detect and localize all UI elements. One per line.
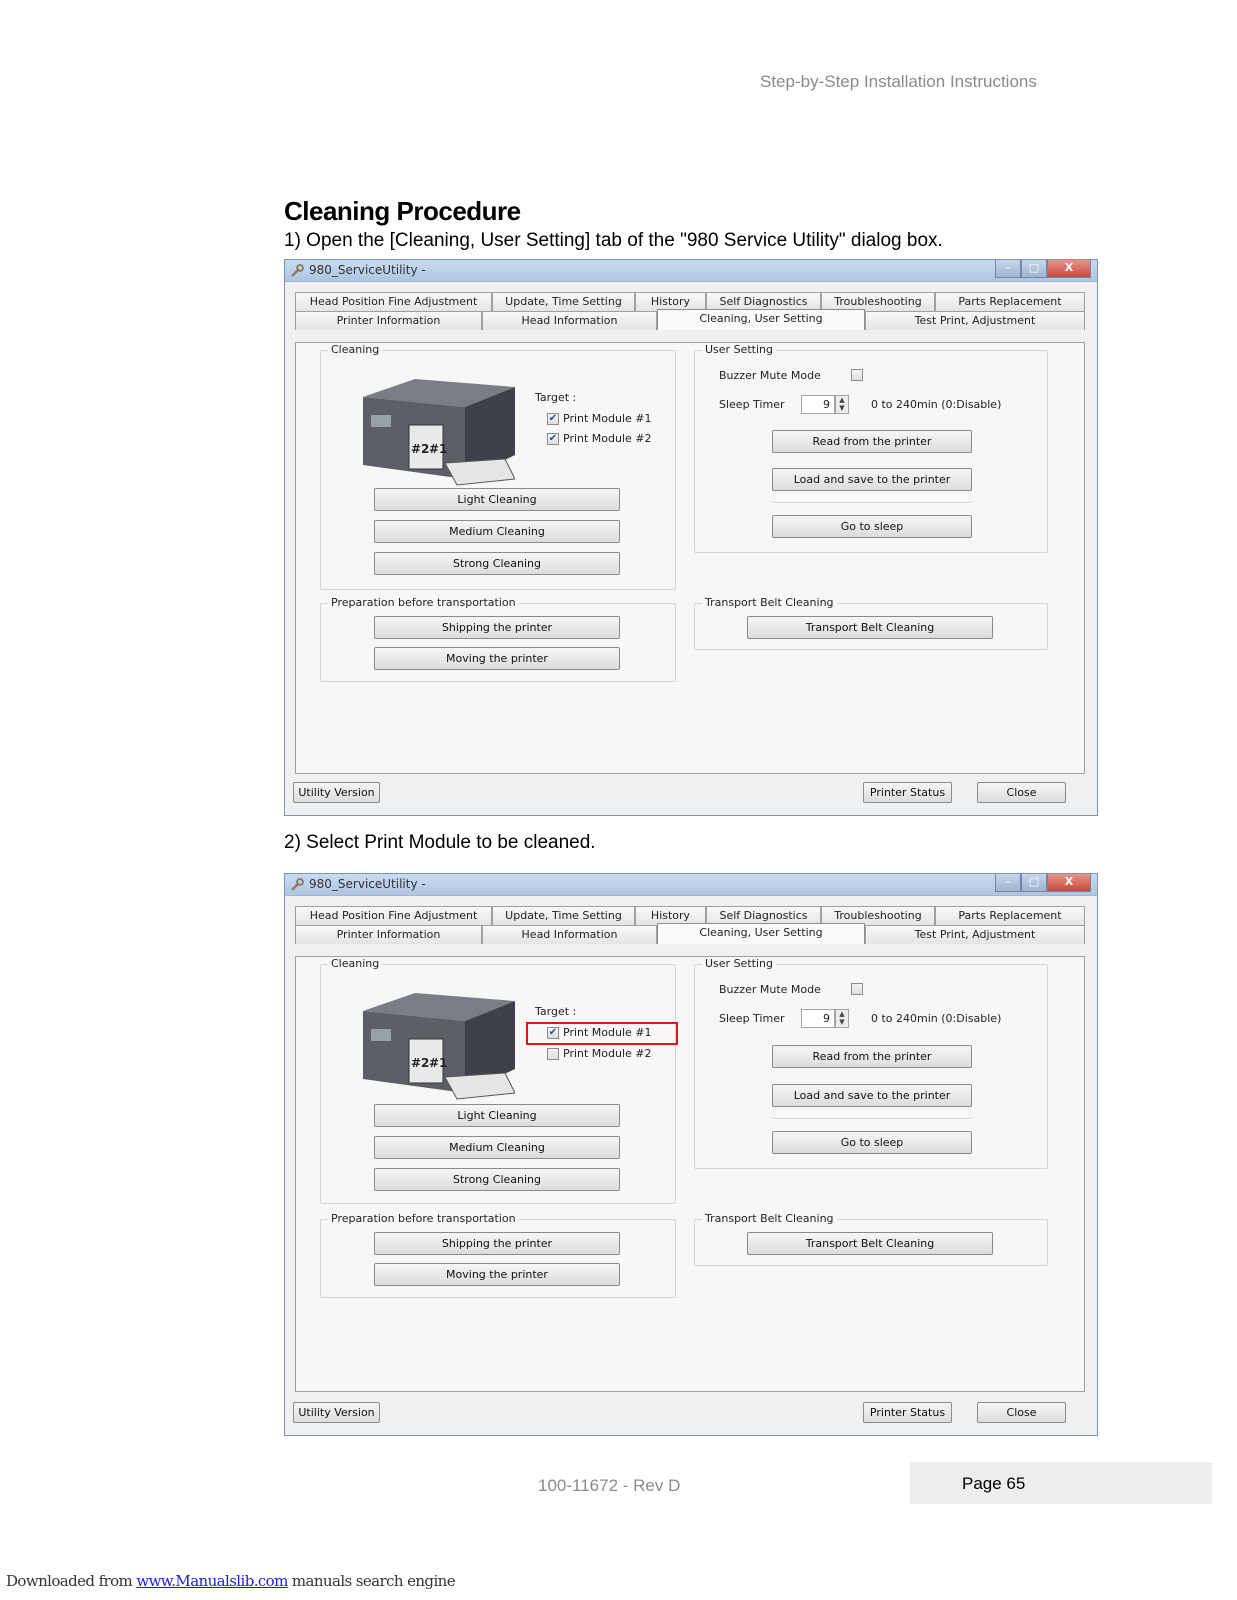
module1-check-icon: ✔ (548, 1027, 558, 1038)
tab-parts-replacement[interactable]: Parts Replacement (935, 292, 1085, 311)
sleep-timer-stepper[interactable] (835, 395, 849, 414)
printer-status-button[interactable]: Printer Status (863, 782, 952, 803)
user-setting-group (694, 343, 1048, 553)
sleep-timer-stepper[interactable] (835, 1009, 849, 1028)
tab-test-print[interactable]: Test Print, Adjustment (865, 311, 1085, 330)
section-title: Cleaning Procedure (284, 196, 521, 226)
tab-self-diagnostics[interactable]: Self Diagnostics (706, 292, 821, 311)
tab-head-information[interactable]: Head Information (482, 311, 657, 330)
sleep-range-text: 0 to 240min (0:Disable) (871, 1012, 1002, 1025)
service-utility-dialog (284, 259, 1098, 816)
module2-checkbox[interactable] (547, 433, 559, 445)
tab-head-position[interactable]: Head Position Fine Adjustment (295, 906, 492, 925)
printer-status-button[interactable]: Printer Status (863, 1402, 952, 1423)
transport-belt-cleaning-button[interactable]: Transport Belt Cleaning (747, 616, 993, 639)
user-setting-label: User Setting (702, 343, 776, 356)
tab-printer-information[interactable]: Printer Information (295, 925, 482, 944)
dialog-titlebar (285, 260, 1097, 282)
tab-troubleshooting[interactable]: Troubleshooting (821, 292, 935, 311)
tab-troubleshooting[interactable]: Troubleshooting (821, 906, 935, 925)
sleep-range-text: 0 to 240min (0:Disable) (871, 398, 1002, 411)
buzzer-label: Buzzer Mute Mode (719, 369, 821, 382)
printer-label-module1: #1 (429, 1056, 448, 1070)
module1-checkbox[interactable] (547, 1027, 559, 1039)
read-from-printer-button[interactable]: Read from the printer (772, 430, 972, 453)
strong-cleaning-button[interactable]: Strong Cleaning (374, 552, 620, 575)
spin-down-icon[interactable]: ▼ (839, 1018, 845, 1026)
light-cleaning-button[interactable]: Light Cleaning (374, 488, 620, 511)
tab-parts-replacement[interactable]: Parts Replacement (935, 906, 1085, 925)
buzzer-checkbox[interactable] (851, 983, 863, 995)
module1-checkbox[interactable] (547, 413, 559, 425)
sleep-timer-input[interactable]: 9 (801, 1009, 835, 1028)
wrench-icon (289, 263, 305, 279)
transport-prep-label: Preparation before transportation (328, 1212, 519, 1225)
moving-printer-button[interactable]: Moving the printer (374, 647, 620, 670)
maximize-button[interactable]: □ (1021, 260, 1047, 278)
spin-up-icon[interactable]: ▲ (839, 1010, 845, 1018)
maximize-button[interactable]: □ (1021, 874, 1047, 892)
wrench-icon (289, 877, 305, 893)
dialog-title: 980_ServiceUtility - (309, 877, 426, 891)
page-number: Page 65 (962, 1474, 1026, 1493)
tab-cleaning-user-setting[interactable]: Cleaning, User Setting (657, 309, 865, 330)
module1-label: Print Module #1 (563, 412, 652, 425)
cleaning-tab-panel (295, 956, 1085, 1392)
sleep-timer-label: Sleep Timer (719, 398, 785, 411)
cleaning-tab-panel (295, 342, 1085, 774)
target-label: Target : (535, 1005, 577, 1018)
tab-update-time[interactable]: Update, Time Setting (492, 906, 635, 925)
moving-printer-button[interactable]: Moving the printer (374, 1263, 620, 1286)
spin-down-icon[interactable]: ▼ (839, 404, 845, 412)
cleaning-group-label: Cleaning (328, 343, 382, 356)
buzzer-checkbox[interactable] (851, 369, 863, 381)
go-to-sleep-button[interactable]: Go to sleep (772, 1131, 972, 1154)
dialog-titlebar (285, 874, 1097, 896)
download-prefix: Downloaded from (6, 1572, 137, 1590)
user-setting-label: User Setting (702, 957, 776, 970)
cleaning-group (320, 343, 676, 590)
page-header: Step-by-Step Installation Instructions (760, 72, 1037, 91)
belt-cleaning-label: Transport Belt Cleaning (702, 1212, 837, 1225)
close-button[interactable]: Close (977, 1402, 1066, 1423)
download-suffix: manuals search engine (287, 1572, 455, 1590)
tab-head-position[interactable]: Head Position Fine Adjustment (295, 292, 492, 311)
user-setting-group (694, 957, 1048, 1169)
close-window-button[interactable]: X (1047, 260, 1091, 278)
printer-illustration (345, 981, 515, 1101)
download-notice (6, 1572, 455, 1590)
close-window-button[interactable]: X (1047, 874, 1091, 892)
light-cleaning-button[interactable]: Light Cleaning (374, 1104, 620, 1127)
transport-prep-group (320, 596, 676, 682)
cleaning-group (320, 957, 676, 1204)
printer-illustration (345, 367, 515, 487)
module2-checkbox[interactable] (547, 1048, 559, 1060)
shipping-printer-button[interactable]: Shipping the printer (374, 1232, 620, 1255)
close-button[interactable]: Close (977, 782, 1066, 803)
sleep-timer-label: Sleep Timer (719, 1012, 785, 1025)
strong-cleaning-button[interactable]: Strong Cleaning (374, 1168, 620, 1191)
belt-cleaning-group (694, 596, 1048, 650)
printer-label-module2: #2 (411, 442, 430, 456)
shipping-printer-button[interactable]: Shipping the printer (374, 616, 620, 639)
printer-label-module1: #1 (429, 442, 448, 456)
cleaning-group-label: Cleaning (328, 957, 382, 970)
tab-printer-information[interactable]: Printer Information (295, 311, 482, 330)
dialog-title: 980_ServiceUtility - (309, 263, 426, 277)
doc-number: 100-11672 - Rev D (538, 1476, 681, 1495)
tab-update-time[interactable]: Update, Time Setting (492, 292, 635, 311)
printer-label-module2: #2 (411, 1056, 430, 1070)
target-label: Target : (535, 391, 577, 404)
read-from-printer-button[interactable]: Read from the printer (772, 1045, 972, 1068)
load-save-printer-button[interactable]: Load and save to the printer (772, 1084, 972, 1107)
sleep-timer-input[interactable]: 9 (801, 395, 835, 414)
medium-cleaning-button[interactable]: Medium Cleaning (374, 520, 620, 543)
go-to-sleep-button[interactable]: Go to sleep (772, 515, 972, 538)
tab-history[interactable]: History (635, 292, 706, 311)
utility-version-button[interactable]: Utility Version (293, 782, 380, 803)
module2-label: Print Module #2 (563, 1047, 652, 1060)
tab-test-print[interactable]: Test Print, Adjustment (865, 925, 1085, 944)
manualslib-link[interactable]: www.Manualslib.com (136, 1572, 288, 1590)
tab-self-diagnostics[interactable]: Self Diagnostics (706, 906, 821, 925)
page-number-box (910, 1462, 1212, 1504)
tab-head-information[interactable]: Head Information (482, 925, 657, 944)
transport-prep-group (320, 1212, 676, 1298)
divider (772, 502, 972, 504)
transport-belt-cleaning-button[interactable]: Transport Belt Cleaning (747, 1232, 993, 1255)
module2-check-icon: ✔ (548, 433, 558, 444)
minimize-button[interactable]: – (995, 874, 1021, 892)
transport-prep-label: Preparation before transportation (328, 596, 519, 609)
step-1-text: 1) Open the [Cleaning, User Setting] tab of the "980 Service Utility" dialog box. (284, 230, 943, 251)
buzzer-label: Buzzer Mute Mode (719, 983, 821, 996)
service-utility-dialog (284, 873, 1098, 1436)
utility-version-button[interactable]: Utility Version (293, 1402, 380, 1423)
module2-label: Print Module #2 (563, 432, 652, 445)
step-2-text: 2) Select Print Module to be cleaned. (284, 832, 596, 853)
tab-row-2 (295, 311, 1085, 330)
tab-history[interactable]: History (635, 906, 706, 925)
module1-label: Print Module #1 (563, 1026, 652, 1039)
divider (772, 1118, 972, 1120)
medium-cleaning-button[interactable]: Medium Cleaning (374, 1136, 620, 1159)
module1-check-icon: ✔ (548, 413, 558, 424)
load-save-printer-button[interactable]: Load and save to the printer (772, 468, 972, 491)
belt-cleaning-label: Transport Belt Cleaning (702, 596, 837, 609)
minimize-button[interactable]: – (995, 260, 1021, 278)
tab-cleaning-user-setting[interactable]: Cleaning, User Setting (657, 923, 865, 944)
belt-cleaning-group (694, 1212, 1048, 1266)
spin-up-icon[interactable]: ▲ (839, 396, 845, 404)
tab-row-2 (295, 925, 1085, 944)
